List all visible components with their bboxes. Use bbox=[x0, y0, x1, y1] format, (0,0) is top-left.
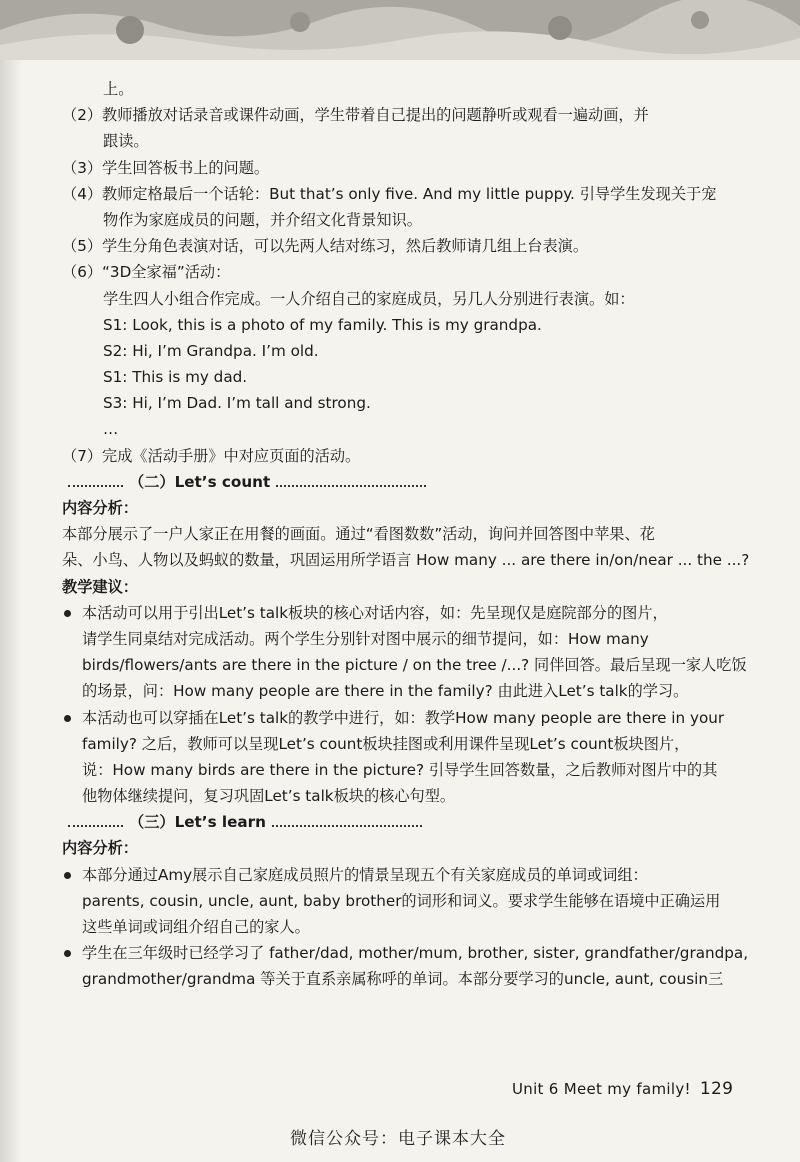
top-illustration-banner bbox=[0, 0, 800, 60]
bullet-line: 本部分通过Amy展示自己家庭成员照片的情景呈现五个有关家庭成员的单词或词组： bbox=[82, 865, 648, 884]
wave-divider bbox=[276, 477, 426, 487]
bullet-line: 的场景，问：How many people are there in the family? 由此进入Let’s talk的学习。 bbox=[82, 682, 689, 701]
bullet-line: family? 之后，教师可以呈现Let’s count板块挂图或利用课件呈现Let’s count板块图片， bbox=[82, 734, 690, 753]
bullet-line: 这些单词或词组介绍自己的家人。 bbox=[82, 918, 310, 936]
bullet-line: 本活动也可以穿插在Let’s talk的教学中进行，如：教学How many people are there in your bbox=[82, 708, 725, 727]
section-title: （三）Let’s learn bbox=[129, 813, 266, 832]
step-2: （2）教师播放对话录音或课件动画，学生带着自己提出的问题静听或观看一遍动画，并 bbox=[62, 106, 649, 125]
paragraph-line: 朵、小鸟、人物以及蚂蚁的数量，巩固运用所学语言 How many ... are there in/on/near ... the ...? bbox=[62, 551, 750, 570]
bullet-item bbox=[62, 705, 734, 810]
step-6: （6）“3D全家福”活动： bbox=[62, 263, 231, 282]
step-5: （5）学生分角色表演对话，可以先两人结对练习，然后教师请几组上台表演。 bbox=[62, 237, 589, 256]
bullet-line: 说：How many birds are there in the picture? 引导学生回答数量，之后教师对图片中的其 bbox=[82, 760, 718, 779]
document-page bbox=[0, 60, 800, 1162]
label-content-analysis: 内容分析： bbox=[62, 839, 138, 858]
bullet-item bbox=[62, 940, 749, 992]
text-line: 跟读。 bbox=[103, 132, 149, 151]
bullet-icon bbox=[64, 950, 71, 957]
bullet-icon bbox=[64, 715, 71, 722]
text-line: 学生四人小组合作完成。一人介绍自己的家庭成员，另几人分别进行表演。如： bbox=[103, 289, 635, 308]
section-heading bbox=[62, 469, 734, 495]
bullet-line: 本活动可以用于引出Let’s talk板块的核心对话内容，如：先呈现仅是庭院部分的图片， bbox=[82, 603, 668, 622]
bullet-line: 学生在三年级时已经学习了 father/dad, mother/mum, brother, sister, grandfather/grandpa, bbox=[82, 944, 749, 963]
label-teaching-suggestion: 教学建议： bbox=[62, 577, 138, 596]
bullet-item bbox=[62, 600, 747, 705]
page-footer bbox=[512, 1079, 733, 1099]
dialogue-line: S1: Look, this is a photo of my family. This is my grandpa. bbox=[103, 315, 542, 334]
step-3: （3）学生回答板书上的问题。 bbox=[62, 158, 270, 177]
text-line: 物作为家庭成员的问题，并介绍文化背景知识。 bbox=[103, 210, 422, 229]
bullet-line: 请学生同桌结对完成活动。两个学生分别针对图中展示的细节提问，如：How many bbox=[82, 629, 649, 648]
section-title: （二）Let’s count bbox=[129, 472, 271, 491]
dialogue-line: S1: This is my dad. bbox=[103, 368, 248, 387]
paragraph-line: 本部分展示了一户人家正在用餐的画面。通过“看图数数”活动，询问并回答图中苹果、花 bbox=[62, 525, 655, 544]
dialogue-ellipsis: … bbox=[103, 420, 119, 439]
bullet-line: birds/flowers/ants are there in the picture / on the tree /...? 同伴回答。最后呈现一家人吃饭 bbox=[82, 656, 747, 675]
bullet-item bbox=[62, 862, 734, 941]
page-content bbox=[62, 76, 750, 993]
step-7: （7）完成《活动手册》中对应页面的活动。 bbox=[62, 446, 361, 465]
step-4: （4）教师定格最后一个话轮：But that’s only five. And my little puppy. 引导学生发现关于宠 bbox=[62, 184, 717, 203]
bullet-icon bbox=[64, 610, 71, 617]
bullet-line: 他物体继续提问，复习巩固Let’s talk板块的核心句型。 bbox=[82, 787, 456, 806]
bullet-icon bbox=[64, 872, 71, 879]
bullet-line: grandmother/grandma 等关于直系亲属称呼的单词。本部分要学习的uncle, aunt, cousin三 bbox=[82, 970, 724, 989]
dialogue-line: S2: Hi, I’m Grandpa. I’m old. bbox=[103, 341, 319, 360]
wave-divider bbox=[272, 817, 422, 827]
text-line: 上。 bbox=[103, 80, 134, 98]
dialogue-line: S3: Hi, I’m Dad. I’m tall and strong. bbox=[103, 394, 371, 413]
label-content-analysis: 内容分析： bbox=[62, 499, 138, 517]
unit-title: Unit 6 Meet my family! bbox=[512, 1080, 691, 1098]
watermark-text: 微信公众号：电子课本大全 bbox=[290, 1129, 506, 1149]
section-heading bbox=[62, 809, 734, 835]
page-number: 129 bbox=[699, 1079, 734, 1099]
wave-divider bbox=[68, 477, 123, 487]
wave-divider bbox=[68, 817, 123, 827]
bullet-line: parents, cousin, uncle, aunt, baby brother的词形和词义。要求学生能够在语境中正确运用 bbox=[82, 891, 721, 910]
